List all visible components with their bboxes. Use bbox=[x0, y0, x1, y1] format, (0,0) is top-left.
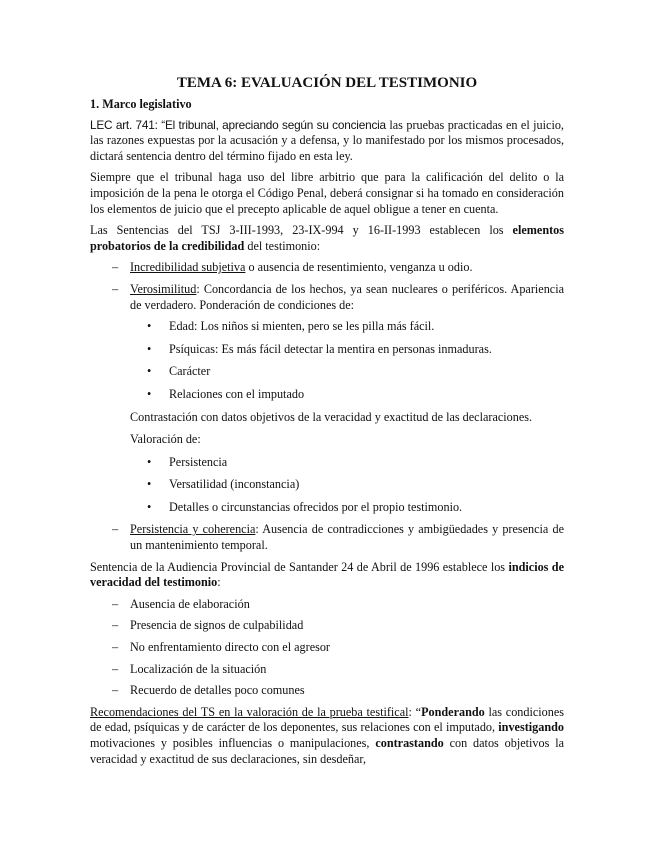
sentencias-post: del testimonio: bbox=[244, 238, 321, 253]
valuation-item bbox=[130, 477, 564, 493]
valuation-text: Versatilidad (inconstancia) bbox=[169, 477, 300, 492]
indicio-text: Ausencia de elaboración bbox=[130, 596, 250, 611]
bold-investigando: investigando bbox=[498, 720, 564, 735]
condition-item bbox=[130, 342, 564, 358]
recomendaciones-paragraph bbox=[90, 705, 564, 767]
lec-quote: El tribunal, apreciando según su conciencia bbox=[164, 117, 386, 132]
recomendaciones-text-2: motivaciones y posibles influencias o manipulaciones, bbox=[90, 736, 376, 750]
bold-ponderando: Ponderando bbox=[421, 704, 485, 719]
recomendaciones-text-1: las condiciones de edad, psíquicas y de carácter de los deponentes, sus relaciones con el imputado, bbox=[90, 704, 564, 735]
lec-separator: : “ bbox=[154, 117, 165, 132]
dash-marker: – bbox=[112, 640, 119, 655]
dash-marker: – bbox=[112, 618, 119, 633]
valuation-item bbox=[130, 500, 564, 516]
section-heading: 1. Marco legislativo bbox=[90, 97, 192, 111]
dash-marker: – bbox=[112, 683, 119, 698]
condition-text: Edad: Los niños si mienten, pero se les pilla más fácil. bbox=[169, 319, 435, 334]
recomendaciones-sep: : “ bbox=[408, 704, 422, 719]
item-label: Incredibilidad subjetiva bbox=[130, 260, 246, 275]
sentencias-bold: elementos probatorios de la credibilidad bbox=[90, 223, 564, 253]
condition-text: Carácter bbox=[169, 364, 211, 379]
bullet-marker: • bbox=[147, 341, 152, 356]
lec-rest: las pruebas practicadas en el juicio, las razones expuestas por la acusación y a defensa, y lo manifestado por los mismos procesados, dictará sentencia dentro del término fijado en esta ley. bbox=[90, 117, 564, 163]
condition-text: Psíquicas: Es más fácil detectar la mentira en personas inmaduras. bbox=[169, 341, 492, 356]
sentencias-pre: Las Sentencias del TSJ 3-III-1993, 23-IX-994 y 16-II-1993 establecen los bbox=[90, 223, 513, 238]
item-text: : Concordancia de los hechos, ya sean nucleares o periféricos. Apariencia de verdadero. Ponderación de condiciones de: bbox=[130, 281, 564, 312]
recomendaciones-heading: Recomendaciones del TS en la valoración de la prueba testifical bbox=[90, 704, 409, 719]
audiencia-bold: indicios de veracidad del testimonio bbox=[90, 559, 564, 590]
bullet-marker: • bbox=[147, 499, 152, 514]
bullet-marker: • bbox=[147, 364, 152, 379]
bullet-marker: • bbox=[147, 477, 152, 492]
list-item-verosimilitud bbox=[90, 282, 564, 313]
item-label: Verosimilitud bbox=[130, 281, 197, 296]
audiencia-pre: Sentencia de la Audiencia Provincial de Santander 24 de Abril de 1996 establece los bbox=[90, 559, 509, 574]
condition-text: Relaciones con el imputado bbox=[169, 386, 305, 401]
item-text: o ausencia de resentimiento, venganza u odio. bbox=[245, 260, 473, 275]
indicio-text: Recuerdo de detalles poco comunes bbox=[130, 683, 305, 698]
valuation-text: Detalles o circunstancias ofrecidos por el propio testimonio. bbox=[169, 499, 463, 514]
bold-contrastando: contrastando bbox=[375, 736, 444, 750]
valuation-intro: Valoración de: bbox=[130, 432, 201, 447]
indicio-text: Localización de la situación bbox=[130, 661, 267, 676]
list-item-persistencia bbox=[90, 522, 564, 553]
audiencia-post: : bbox=[217, 575, 221, 590]
indicio-text: Presencia de signos de culpabilidad bbox=[130, 618, 304, 633]
indicio-text: No enfrentamiento directo con el agresor bbox=[130, 640, 330, 655]
lec-paragraph bbox=[90, 118, 564, 165]
sentencias-paragraph bbox=[90, 223, 564, 254]
recomendaciones-text-3: con datos objetivos la veracidad y exactitud de sus declaraciones, sin desdeñar, bbox=[90, 736, 564, 766]
dash-marker: – bbox=[112, 281, 119, 296]
condition-item bbox=[130, 364, 564, 380]
dash-marker: – bbox=[112, 522, 119, 537]
bullet-marker: • bbox=[147, 386, 152, 401]
indicio-item bbox=[90, 640, 564, 656]
arbitrio-paragraph: Siempre que el tribunal haga uso del libre arbitrio que para la calificación del delito o la imposición de la pena le otorga el Código Penal, deberá consignar si ha tomado en consideración los elementos de juicio que el precepto aplicable de aquel obligue a tener en cuenta. bbox=[90, 170, 564, 216]
indicio-item bbox=[90, 662, 564, 678]
indicio-item bbox=[90, 597, 564, 613]
item-label: Persistencia y coherencia bbox=[130, 522, 256, 537]
audiencia-paragraph bbox=[90, 560, 564, 591]
lec-reference: LEC art. 741 bbox=[90, 117, 155, 132]
condition-item bbox=[130, 387, 564, 403]
bullet-marker: • bbox=[147, 319, 152, 334]
dash-marker: – bbox=[112, 596, 119, 611]
indicio-item bbox=[90, 618, 564, 634]
dash-marker: – bbox=[112, 661, 119, 676]
indicio-item bbox=[90, 683, 564, 699]
page-title: TEMA 6: EVALUACIÓN DEL TESTIMONIO bbox=[176, 75, 478, 91]
dash-marker: – bbox=[112, 260, 119, 275]
contrast-text: Contrastación con datos objetivos de la veracidad y exactitud de las declaraciones. bbox=[130, 409, 533, 424]
valuation-item bbox=[130, 455, 564, 471]
document-page bbox=[90, 74, 564, 773]
condition-item bbox=[130, 319, 564, 335]
list-item-incredibilidad bbox=[90, 260, 564, 276]
valuation-text: Persistencia bbox=[169, 454, 228, 469]
item-text: : Ausencia de contradicciones y ambigüedades y presencia de un mantenimiento temporal. bbox=[130, 522, 564, 553]
bullet-marker: • bbox=[147, 454, 152, 469]
